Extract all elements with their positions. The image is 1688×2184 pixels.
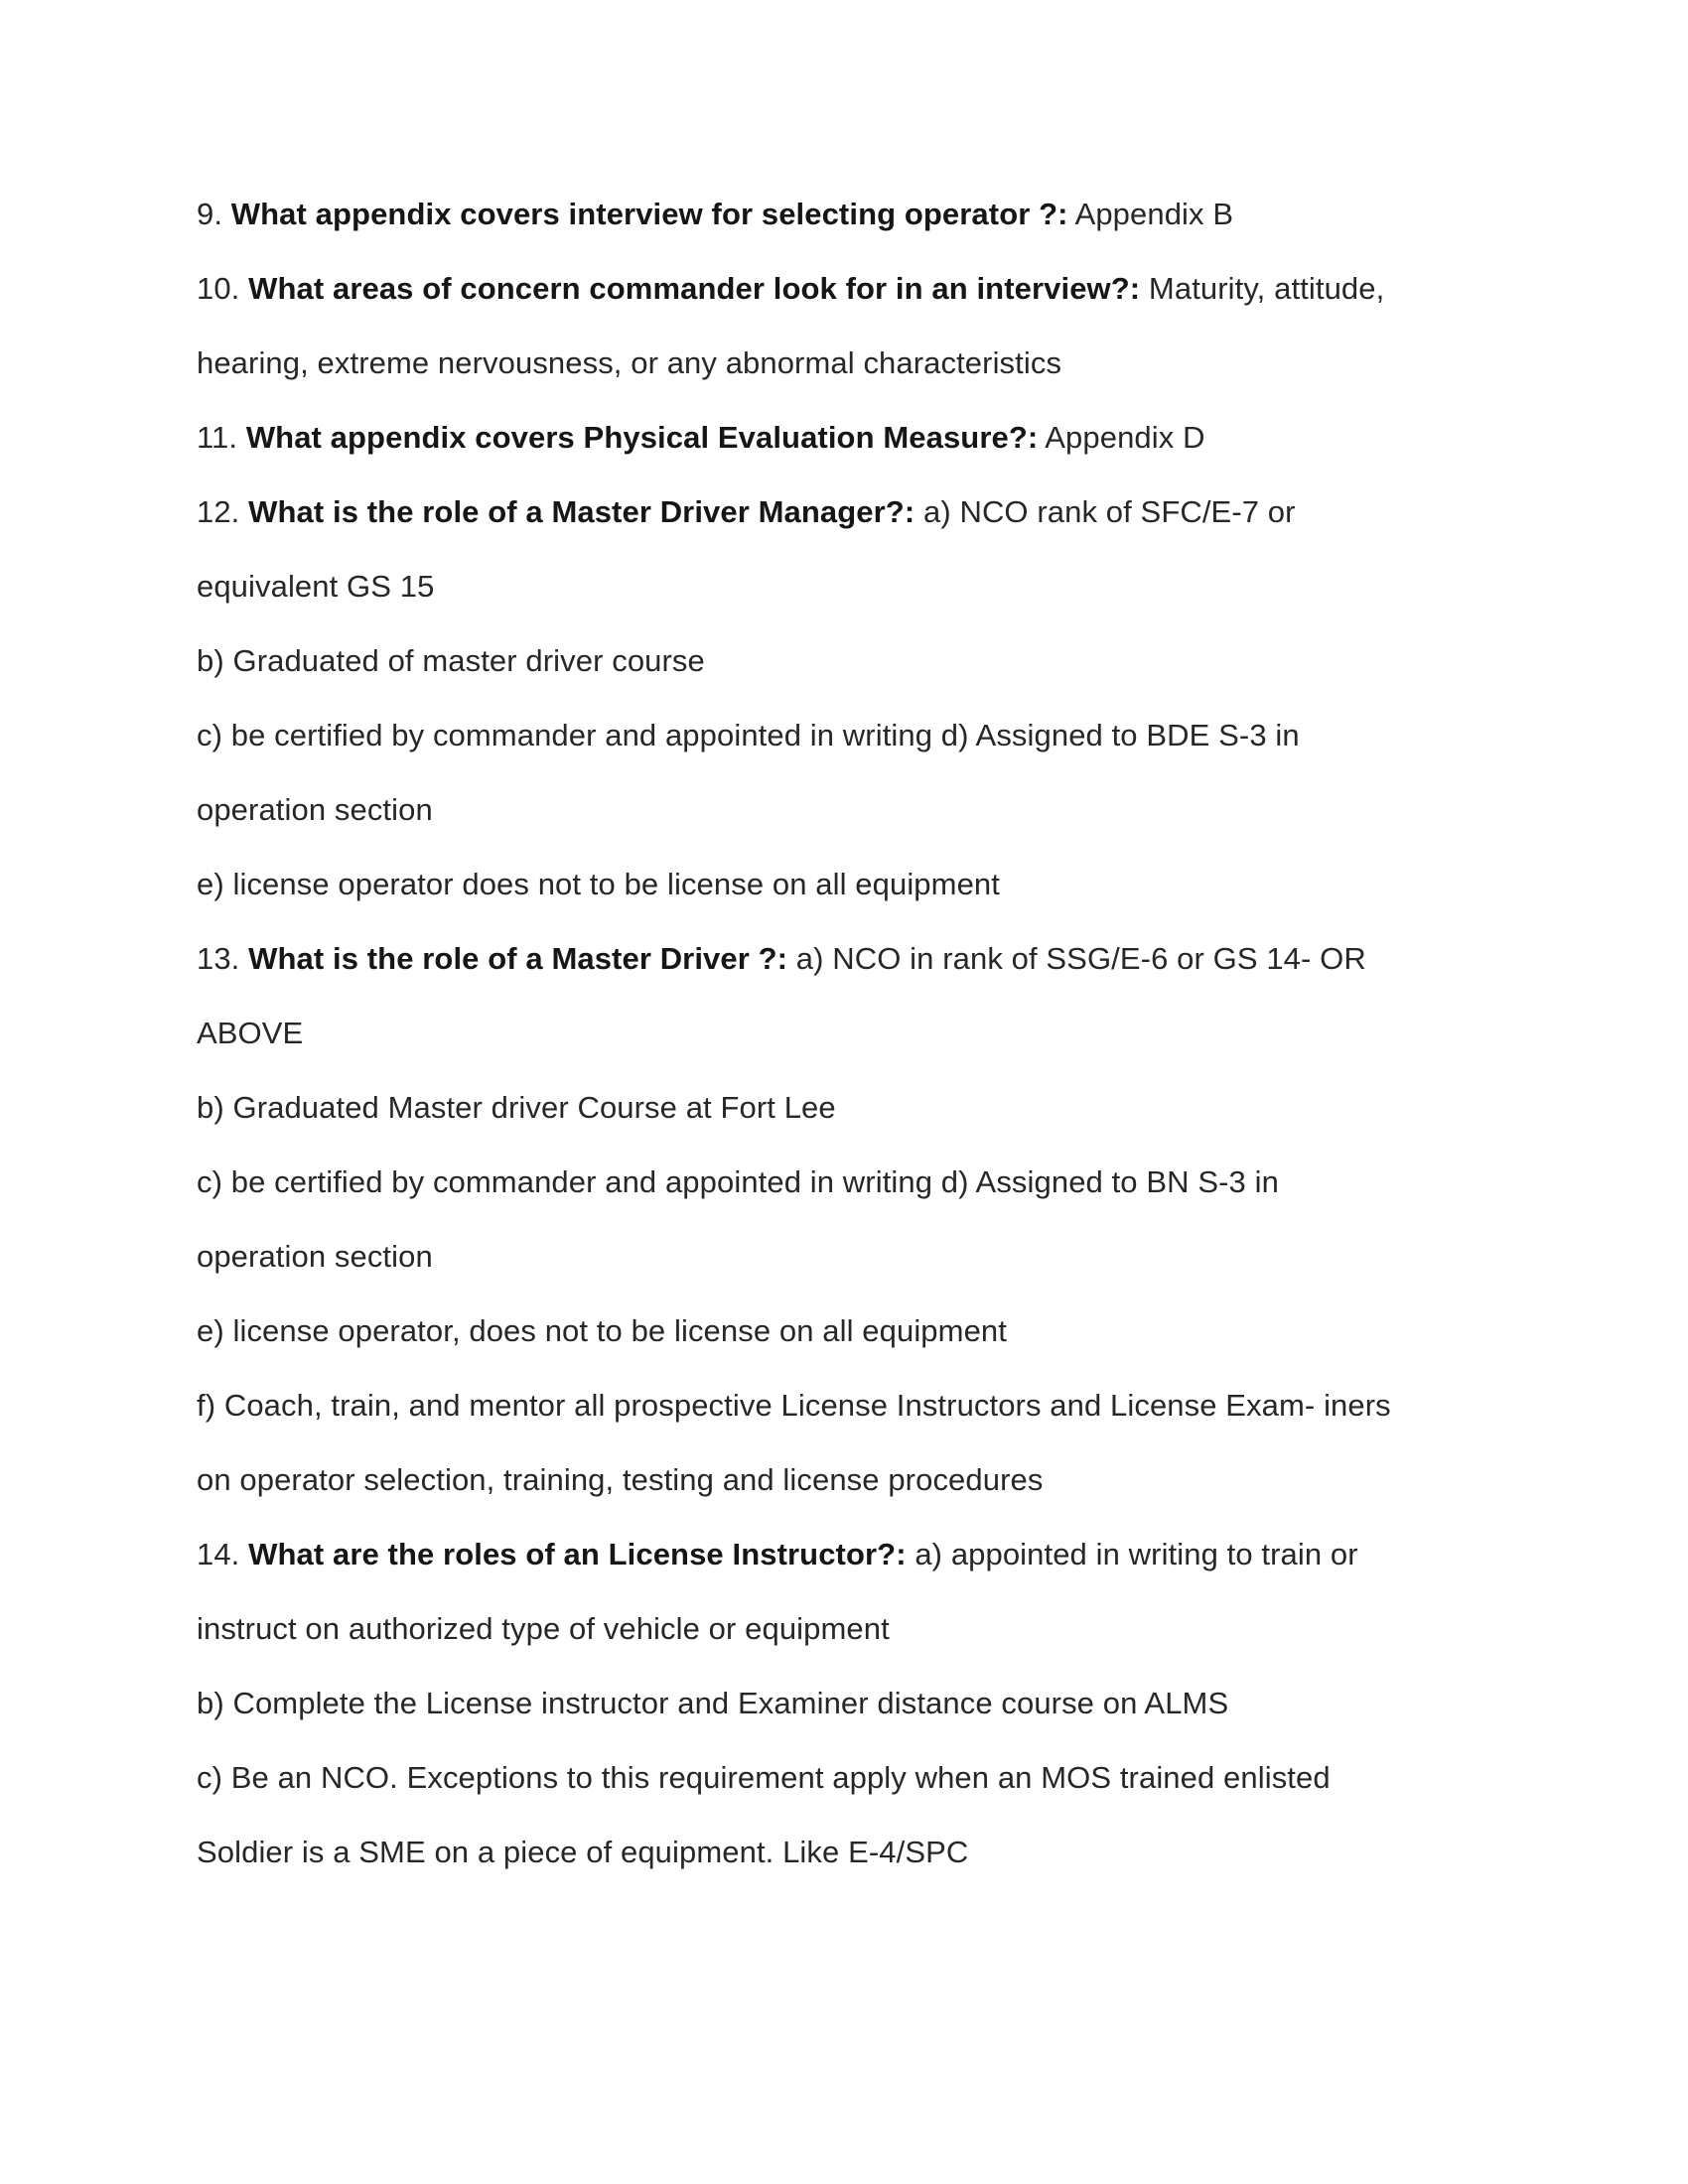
text-line [197, 326, 1507, 400]
question-text: What are the roles of an License Instructor?: [248, 1537, 907, 1571]
text-line [197, 1740, 1507, 1815]
answer-continuation-text: b) Complete the License instructor and Examiner distance course on ALMS [197, 1686, 1229, 1720]
qa-line [197, 921, 1507, 996]
question-text: What appendix covers interview for selecting operator ?: [230, 197, 1068, 231]
text-line [197, 1219, 1507, 1294]
question-number: 13. [197, 941, 249, 976]
text-line [197, 1815, 1507, 1889]
qa-line [197, 400, 1507, 475]
answer-continuation-text: on operator selection, training, testing and license procedures [197, 1462, 1044, 1497]
text-line [197, 1294, 1507, 1368]
answer-continuation-text: operation section [197, 1239, 433, 1274]
answer-continuation-text: ABOVE [197, 1016, 304, 1050]
answer-text: Maturity, attitude, [1140, 271, 1385, 306]
text-line [197, 847, 1507, 921]
text-line [197, 623, 1507, 698]
qa-line [197, 177, 1507, 251]
answer-continuation-text: c) be certified by commander and appointed in writing d) Assigned to BDE S-3 in [197, 718, 1300, 752]
answer-continuation-text: instruct on authorized type of vehicle or equipment [197, 1611, 890, 1646]
answer-continuation-text: b) Graduated of master driver course [197, 643, 705, 678]
text-line [197, 996, 1507, 1070]
answer-continuation-text: equivalent GS 15 [197, 569, 435, 604]
question-text: What appendix covers Physical Evaluation Measure?: [245, 420, 1039, 455]
text-line [197, 698, 1507, 772]
question-number: 14. [197, 1537, 249, 1571]
qa-line [197, 475, 1507, 549]
question-number: 9. [197, 197, 231, 231]
text-line [197, 1591, 1507, 1666]
text-line [197, 1666, 1507, 1740]
answer-text: a) NCO rank of SFC/E-7 or [914, 494, 1296, 529]
text-line [197, 1145, 1507, 1219]
question-number: 10. [197, 271, 249, 306]
text-line [197, 549, 1507, 623]
answer-continuation-text: e) license operator, does not to be license on all equipment [197, 1313, 1007, 1348]
answer-text: a) appointed in writing to train or [906, 1537, 1358, 1571]
answer-continuation-text: operation section [197, 792, 433, 827]
text-line [197, 772, 1507, 847]
document-body [197, 177, 1507, 1889]
question-text: What is the role of a Master Driver Manager?: [248, 494, 915, 529]
qa-line [197, 251, 1507, 326]
answer-continuation-text: hearing, extreme nervousness, or any abnormal characteristics [197, 345, 1062, 380]
answer-continuation-text: b) Graduated Master driver Course at Fort Lee [197, 1090, 836, 1125]
text-line [197, 1442, 1507, 1517]
answer-text: Appendix B [1067, 197, 1234, 231]
answer-continuation-text: e) license operator does not to be license on all equipment [197, 867, 1000, 901]
question-number: 11. [197, 420, 246, 455]
answer-continuation-text: c) be certified by commander and appointed in writing d) Assigned to BN S-3 in [197, 1164, 1279, 1199]
qa-line [197, 1517, 1507, 1591]
question-text: What is the role of a Master Driver ?: [248, 941, 788, 976]
question-text: What areas of concern commander look for in an interview?: [248, 271, 1141, 306]
answer-continuation-text: Soldier is a SME on a piece of equipment. Like E-4/SPC [197, 1835, 969, 1869]
answer-text: a) NCO in rank of SSG/E-6 or GS 14- OR [787, 941, 1366, 976]
text-line [197, 1070, 1507, 1145]
question-number: 12. [197, 494, 249, 529]
text-line [197, 1368, 1507, 1442]
answer-continuation-text: c) Be an NCO. Exceptions to this requirement apply when an MOS trained enlisted [197, 1760, 1331, 1795]
answer-text: Appendix D [1038, 420, 1205, 455]
answer-continuation-text: f) Coach, train, and mentor all prospective License Instructors and License Exam- iners [197, 1388, 1391, 1423]
